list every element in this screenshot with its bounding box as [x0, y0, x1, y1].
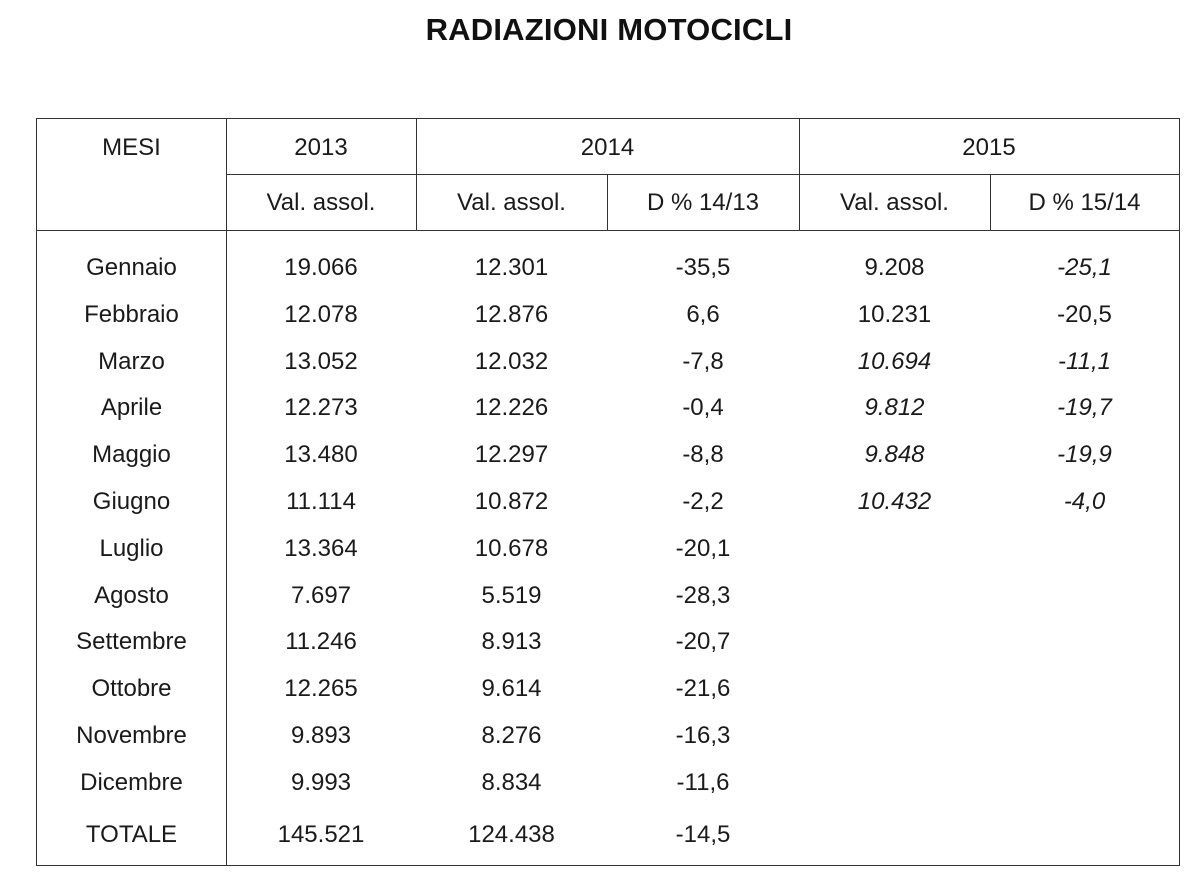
- cell-delta-2015: -4,0: [1063, 488, 1106, 515]
- header-val-2015: Val. assol.: [840, 189, 949, 216]
- cell-month: Aprile: [100, 394, 163, 422]
- cell-val-2014: 12.032: [474, 347, 549, 375]
- cell-val-2013: 13.364: [284, 534, 358, 562]
- cell-val-2013: 19.066: [284, 254, 358, 281]
- header-year-2014: 2014: [580, 134, 635, 161]
- cell-val-2014: 10.872: [474, 488, 549, 515]
- cell-month: Giugno: [92, 488, 171, 515]
- cell-val-2014: 12.301: [474, 254, 549, 281]
- cell-delta-2014: -8,8: [682, 441, 724, 469]
- header-months: MESI: [102, 134, 161, 161]
- cell-val-2013: 11.114: [286, 488, 356, 515]
- cell-val-2013: 11.246: [285, 628, 357, 656]
- cell-month: Dicembre: [80, 768, 183, 796]
- header-year-2013: 2013: [294, 134, 348, 161]
- cell-val-2015: 10.231: [857, 300, 932, 328]
- cell-delta-2014: 6,6: [686, 300, 720, 328]
- row-divider: [226, 174, 1179, 175]
- cell-month: Febbraio: [84, 300, 179, 328]
- cell-val-2013: 7.697: [290, 581, 352, 609]
- cell-month: Ottobre: [91, 675, 172, 703]
- cell-val-2014: 10.678: [474, 534, 549, 562]
- header-delta-2015: D % 15/14: [1028, 189, 1141, 216]
- cell-val-2014: 12.297: [474, 441, 549, 469]
- cell-delta-2014: -20,7: [675, 628, 731, 656]
- cell-val-2014: 12.226: [474, 394, 549, 422]
- cell-month: Marzo: [98, 347, 165, 375]
- cell-val-2013: 12.078: [284, 300, 358, 328]
- cell-month: Gennaio: [86, 254, 177, 281]
- cell-val-2014: 5.519: [481, 581, 542, 609]
- cell-delta-2015: -19,9: [1057, 441, 1112, 469]
- cell-month: Novembre: [76, 722, 187, 749]
- cell-delta-2014: -28,3: [675, 581, 731, 609]
- cell-val-2013: 9.893: [290, 722, 352, 749]
- cell-val-2014: 9.614: [481, 675, 542, 703]
- cell-val-2015: 9.848: [864, 441, 925, 469]
- total-cell-val-2013: 145.521: [277, 821, 365, 848]
- header-divider: [37, 230, 1179, 231]
- header-delta-2014: D % 14/13: [646, 189, 760, 216]
- cell-val-2014: 8.834: [481, 768, 542, 796]
- cell-val-2013: 13.052: [284, 347, 358, 375]
- cell-delta-2014: -7,8: [682, 347, 724, 375]
- cell-val-2015: 9.208: [864, 254, 925, 281]
- cell-val-2014: 8.276: [481, 722, 542, 749]
- cell-delta-2015: -25,1: [1057, 254, 1112, 281]
- header-val-2013: Val. assol.: [266, 189, 376, 216]
- total-cell-val-2014: 124.438: [468, 821, 555, 848]
- total-cell-month: TOTALE: [85, 821, 178, 848]
- cell-val-2013: 9.993: [290, 768, 352, 796]
- cell-month: Settembre: [76, 628, 187, 656]
- cell-delta-2015: -19,7: [1057, 394, 1112, 422]
- data-table: [36, 118, 1180, 866]
- cell-delta-2014: -35,5: [675, 254, 731, 281]
- header-val-2014: Val. assol.: [457, 189, 566, 216]
- cell-delta-2015: -11,1: [1058, 347, 1111, 375]
- cell-month: Luglio: [99, 534, 164, 562]
- cell-delta-2014: -20,1: [675, 534, 731, 562]
- cell-delta-2014: -2,2: [682, 488, 724, 515]
- cell-val-2013: 12.273: [284, 394, 358, 422]
- cell-month: Maggio: [92, 441, 171, 469]
- cell-val-2013: 13.480: [284, 441, 358, 469]
- cell-val-2015: 10.694: [857, 347, 932, 375]
- cell-val-2015: 9.812: [864, 394, 925, 422]
- cell-delta-2014: -16,3: [675, 722, 731, 749]
- cell-val-2014: 12.876: [474, 300, 549, 328]
- cell-month: Agosto: [94, 581, 169, 609]
- cell-delta-2014: -0,4: [682, 394, 724, 422]
- cell-val-2013: 12.265: [284, 675, 358, 703]
- page-title: RADIAZIONI MOTOCICLI: [425, 12, 793, 47]
- cell-val-2014: 8.913: [481, 628, 542, 656]
- cell-delta-2014: -21,6: [675, 675, 731, 703]
- cell-delta-2014: -11,6: [676, 768, 730, 796]
- cell-delta-2015: -20,5: [1057, 300, 1112, 328]
- cell-val-2015: 10.432: [857, 488, 932, 515]
- total-cell-delta-2014: -14,5: [675, 821, 731, 848]
- header-year-2015: 2015: [962, 134, 1016, 161]
